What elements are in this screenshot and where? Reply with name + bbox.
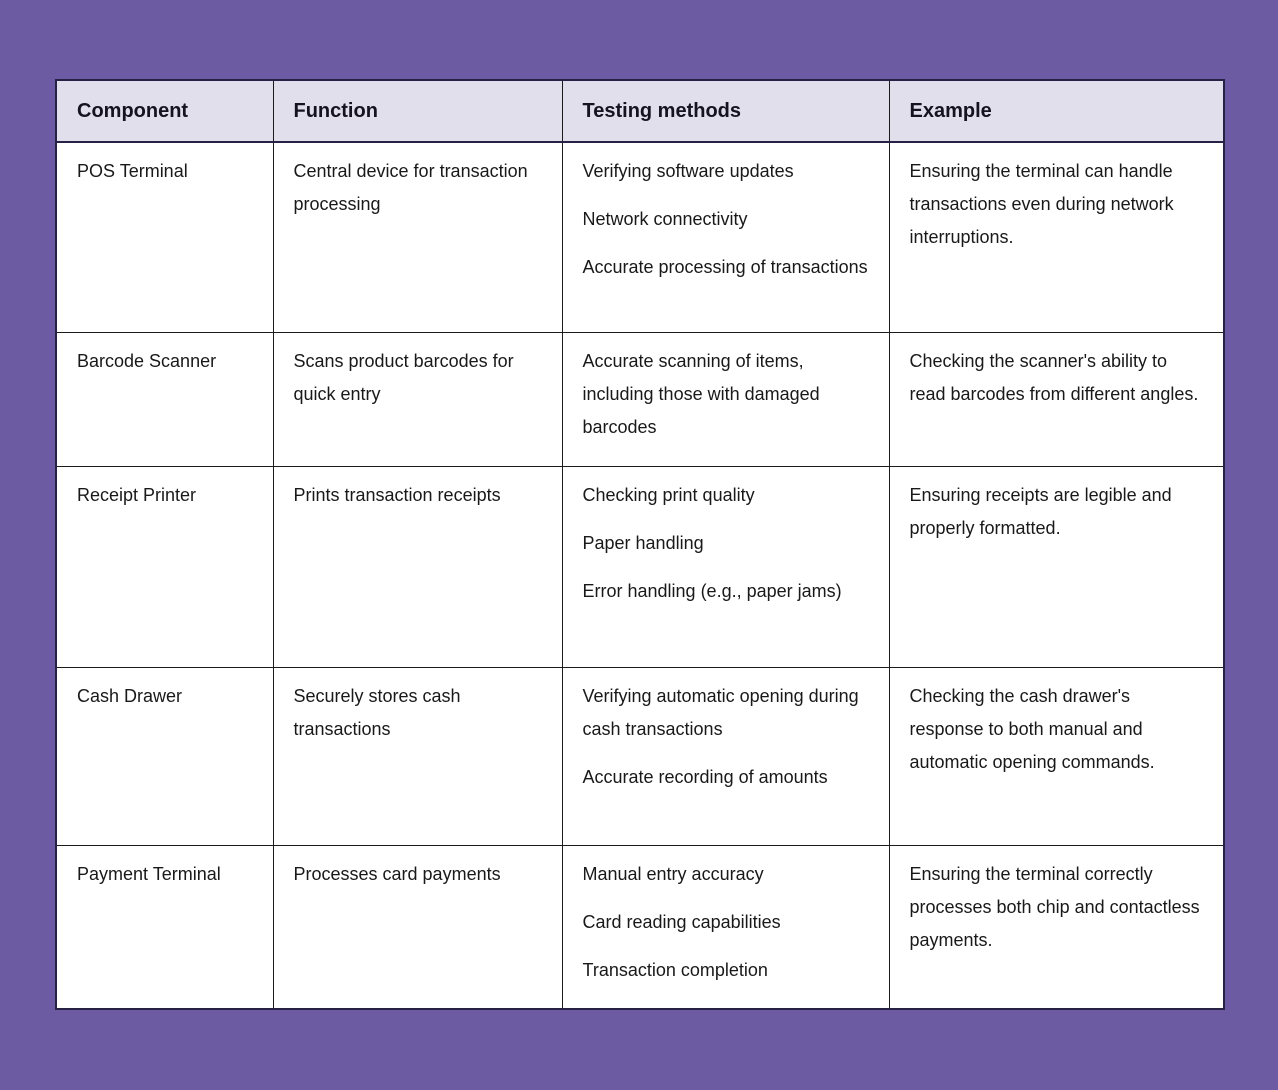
cell-testing-methods (562, 142, 889, 332)
cell-text: Processes card payments (293, 863, 501, 884)
cell-function (273, 466, 562, 667)
column-header-component: Component (56, 80, 273, 142)
cell-text: Manual entry accuracy (582, 863, 764, 884)
cell-component (56, 845, 273, 1009)
table-row (56, 142, 1224, 332)
cell-text: Checking the cash drawer's response to both manual and automatic opening commands. (909, 685, 1155, 772)
column-header-testing-methods: Testing methods (562, 80, 889, 142)
cell-text: Checking print quality (582, 484, 755, 505)
cell-testing-methods (562, 466, 889, 667)
cell-example (889, 667, 1224, 845)
cell-component (56, 142, 273, 332)
table-header (56, 80, 1224, 142)
cell-example (889, 466, 1224, 667)
cell-text: Ensuring the terminal can handle transactions even during network interruptions. (909, 161, 1174, 247)
cell-text: Paper handling (582, 532, 704, 553)
column-header-function: Function (273, 80, 562, 142)
cell-text: Error handling (e.g., paper jams) (582, 580, 842, 601)
cell-component (56, 332, 273, 466)
column-header-example: Example (889, 80, 1224, 142)
cell-testing-methods (562, 332, 889, 466)
table-row (56, 845, 1224, 1009)
header-row (56, 80, 1224, 142)
cell-text: Receipt Printer (77, 484, 197, 505)
table-row (56, 332, 1224, 466)
cell-text: Ensuring the terminal correctly processes both chip and contactless payments. (909, 863, 1200, 950)
cell-text: Verifying automatic opening during cash transactions (582, 685, 859, 739)
cell-function (273, 845, 562, 1009)
cell-text: Verifying software updates (582, 161, 794, 181)
cell-testing-methods (562, 667, 889, 845)
cell-text: POS Terminal (77, 161, 188, 181)
cell-component (56, 466, 273, 667)
table-body (56, 142, 1224, 1009)
cell-testing-methods (562, 845, 889, 1009)
cell-text: Scans product barcodes for quick entry (293, 350, 514, 404)
pos-components-table (55, 79, 1225, 1010)
cell-text: Accurate scanning of items, including those with damaged barcodes (582, 350, 820, 437)
cell-function (273, 142, 562, 332)
cell-text: Prints transaction receipts (293, 484, 501, 505)
cell-example (889, 332, 1224, 466)
cell-example (889, 142, 1224, 332)
cell-example (889, 845, 1224, 1009)
cell-function (273, 667, 562, 845)
table-row (56, 667, 1224, 845)
cell-text: Network connectivity (582, 209, 748, 229)
cell-text: Checking the scanner's ability to read barcodes from different angles. (909, 350, 1199, 404)
table-row (56, 466, 1224, 667)
cell-component (56, 667, 273, 845)
cell-text: Transaction completion (582, 959, 768, 980)
cell-text: Barcode Scanner (77, 350, 217, 371)
cell-text: Accurate processing of transactions (582, 257, 868, 277)
cell-text: Payment Terminal (77, 863, 221, 884)
cell-text: Accurate recording of amounts (582, 766, 828, 787)
cell-text: Ensuring receipts are legible and properly formatted. (909, 484, 1172, 538)
cell-text: Central device for transaction processing (293, 161, 528, 214)
cell-text: Securely stores cash transactions (293, 685, 461, 739)
cell-text: Card reading capabilities (582, 911, 781, 932)
cell-text: Cash Drawer (77, 685, 183, 706)
cell-function (273, 332, 562, 466)
